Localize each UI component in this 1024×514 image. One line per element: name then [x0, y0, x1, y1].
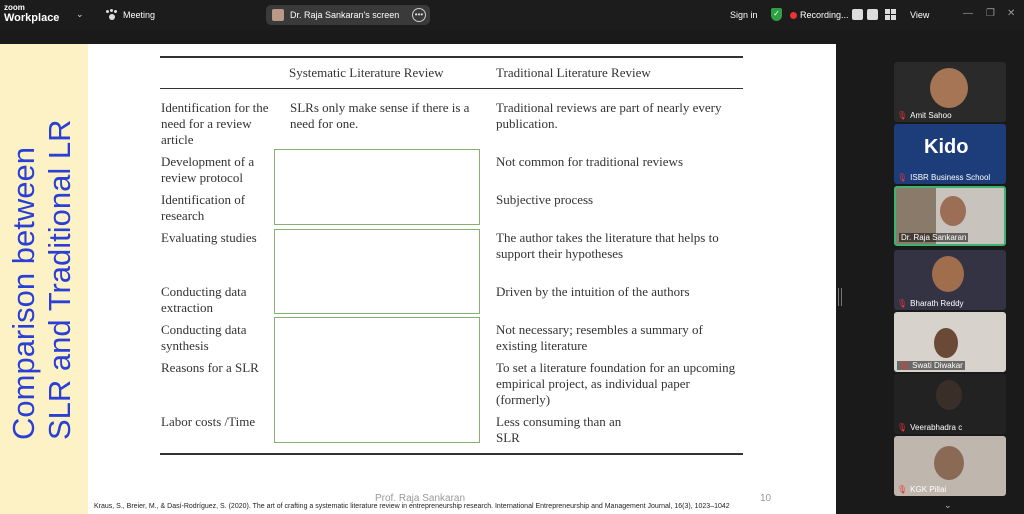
traditional-cell: Less consuming than an SLR [496, 414, 622, 445]
slide-page-number: 10 [760, 493, 772, 504]
mic-muted-icon: 🎙 [897, 173, 908, 182]
gallery-grid-icon[interactable] [885, 9, 896, 20]
slide-sidebar [0, 44, 88, 514]
mic-muted-icon: 🎙 [897, 299, 908, 308]
participant-video [934, 446, 964, 480]
traditional-cell: Driven by the intuition of the authors [496, 284, 690, 299]
restore-icon[interactable]: ❐ [986, 8, 995, 19]
recording-indicator[interactable] [790, 10, 849, 20]
slr-placeholder-box [274, 149, 480, 225]
participant-tile[interactable] [894, 250, 1006, 310]
participant-video [934, 328, 958, 358]
kido-logo: Kido [924, 136, 969, 158]
sign-in-button[interactable]: Sign in [730, 10, 758, 20]
participant-tile[interactable] [894, 312, 1006, 372]
column-header-traditional: Traditional Literature Review [496, 65, 651, 80]
column-header-slr: Systematic Literature Review [289, 65, 444, 80]
mic-muted-icon: 🎙 [897, 485, 908, 494]
stop-recording-icon[interactable] [867, 9, 878, 20]
minimize-icon[interactable]: — [963, 8, 973, 19]
participant-tile[interactable] [894, 436, 1006, 496]
logo-top: zoom [4, 3, 25, 12]
participant-name: Dr. Raja Sankaran [901, 233, 967, 242]
logo-bottom: Workplace [4, 12, 60, 24]
participant-tile-active[interactable] [894, 186, 1006, 246]
participant-tile[interactable] [894, 374, 1006, 434]
traditional-cell: Traditional reviews are part of nearly every publication. [496, 100, 722, 131]
record-dot-icon [790, 12, 797, 19]
participant-name: ISBR Business School [910, 173, 991, 182]
row-label: Evaluating studies [161, 230, 257, 245]
row-label: Labor costs /Time [161, 414, 256, 429]
table-bottom-rule [160, 453, 743, 455]
participant-video [936, 380, 962, 410]
share-label: Dr. Raja Sankaran's screen [290, 10, 400, 20]
shield-check-icon[interactable]: ✓ [771, 8, 782, 21]
participant-name: KGK Pillai [910, 485, 947, 494]
paw-icon [106, 9, 118, 21]
row-label: Reasons for a SLR [161, 360, 259, 375]
gallery-scroll-down-icon[interactable]: ⌄ [944, 500, 952, 510]
zoom-logo [4, 3, 59, 23]
view-button[interactable]: View [910, 10, 930, 20]
table-header-rule [160, 88, 743, 89]
participant-video [930, 68, 968, 108]
chevron-down-icon[interactable]: ⌄ [76, 9, 84, 19]
traditional-cell: To set a literature foundation for an upcoming empirical project, as individual paper (formerly) [496, 360, 736, 407]
recording-label: Recording... [800, 10, 849, 20]
close-icon[interactable]: ✕ [1007, 8, 1016, 19]
row-label: Identification for the need for a review article [161, 100, 269, 147]
top-toolbar [0, 0, 1024, 30]
row-label: Development of a review protocol [161, 154, 255, 185]
slr-cell: SLRs only make sense if there is a need for one. [290, 100, 470, 131]
participant-name: Amit Sahoo [910, 111, 952, 120]
participant-name: Veerabhadra c [910, 423, 963, 432]
slide-footer-name: Prof. Raja Sankaran [375, 493, 466, 504]
row-label: Conducting data extraction [161, 284, 247, 315]
resize-handle[interactable] [838, 288, 842, 306]
presenter-avatar-icon [272, 9, 284, 21]
participant-tile[interactable] [894, 124, 1006, 184]
traditional-cell: Subjective process [496, 192, 594, 207]
slide-title: Comparison between SLR and Traditional LR [6, 119, 77, 440]
shared-slide [0, 44, 836, 514]
traditional-cell: Not necessary; resembles a summary of existing literature [496, 322, 703, 353]
row-label: Conducting data synthesis [161, 322, 247, 353]
table-top-rule [160, 56, 743, 58]
participant-video [940, 196, 966, 226]
mic-muted-icon: 🎙 [897, 111, 908, 120]
slr-placeholder-box [274, 229, 480, 314]
slide-citation: Kraus, S., Breier, M., & Dasí-Rodríguez, S. (2020). The art of crafting a systematic literature review in entrepreneurship research. International Entrepreneurship and Management Journal, 16(3), 1023–1042 [94, 503, 730, 510]
participant-video [932, 256, 964, 292]
mic-muted-icon: 🎙 [897, 423, 908, 432]
traditional-cell: Not common for traditional reviews [496, 154, 684, 169]
meeting-label: Meeting [123, 10, 156, 20]
participant-name: Swati Diwakar [912, 361, 963, 370]
slr-placeholder-box [274, 317, 480, 443]
row-label: Identification of research [161, 192, 246, 223]
participant-tile[interactable] [894, 62, 1006, 122]
meeting-tab[interactable] [106, 9, 155, 21]
screen-share-pill[interactable] [266, 5, 430, 25]
participant-name: Bharath Reddy [910, 299, 964, 308]
pause-recording-icon[interactable] [852, 9, 863, 20]
more-options-icon[interactable]: ••• [412, 8, 426, 22]
traditional-cell: The author takes the literature that helps to support their hypotheses [496, 230, 719, 261]
mic-muted-icon: 🎙 [899, 361, 910, 370]
